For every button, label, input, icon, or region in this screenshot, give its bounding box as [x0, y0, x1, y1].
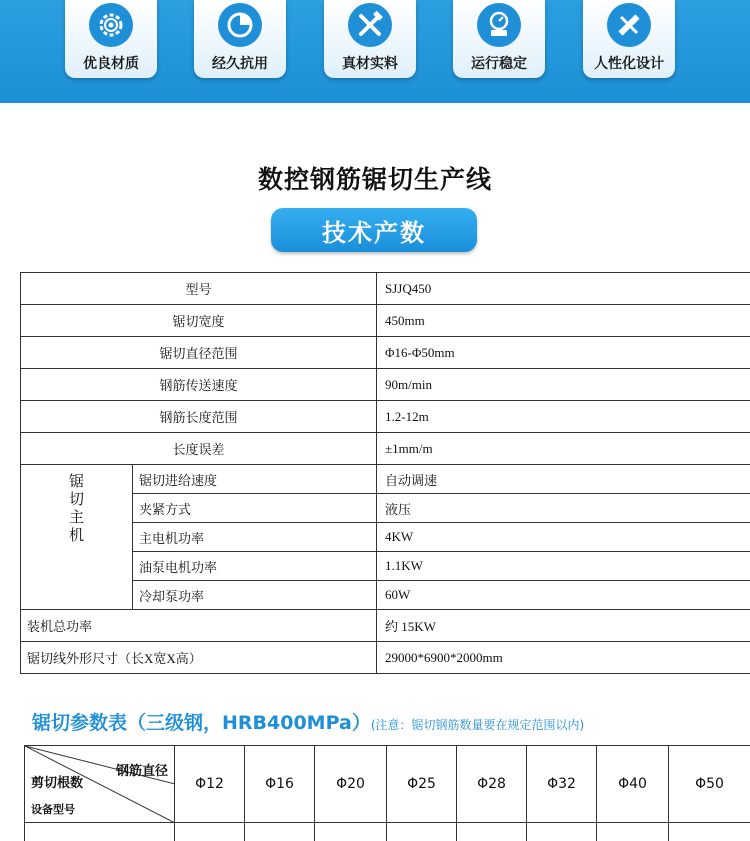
ruler-pencil-icon [607, 3, 651, 47]
feature-label: 真材实料 [342, 56, 398, 72]
table-cell [175, 823, 245, 841]
spec-name: 长度误差 [21, 433, 377, 465]
table-cell [527, 823, 597, 841]
diameter-header: Φ12 [175, 746, 245, 823]
feature-band [0, 0, 750, 103]
spec-value: 90m/min [377, 369, 750, 401]
diameter-header: Φ16 [245, 746, 315, 823]
table-cell [597, 823, 669, 841]
spec-value: 1.2-12m [377, 401, 750, 433]
table-row [21, 465, 750, 494]
diameter-header: Φ50 [669, 746, 750, 823]
spec-value: 自动调速 [377, 465, 750, 494]
feature-label: 运行稳定 [471, 56, 527, 72]
spec-value: 约 15KW [377, 610, 750, 642]
spec-name: 锯切进给速度 [133, 465, 377, 494]
table-cell [315, 823, 387, 841]
spec-name: 冷却泵功率 [133, 581, 377, 610]
table-cell [25, 823, 175, 841]
spec-name: 型号 [21, 273, 377, 305]
diagonal-header-cell [25, 746, 175, 823]
header-model: 设备型号 [31, 803, 75, 816]
table-cell [669, 823, 750, 841]
table-row [25, 823, 750, 841]
truck-speed-icon [477, 3, 521, 47]
page-title: 数控钢筋锯切生产线 [257, 165, 492, 194]
spec-value: 29000*6900*2000mm [377, 642, 750, 674]
spec-name: 锯切宽度 [21, 305, 377, 337]
table-row [21, 369, 750, 401]
table-row [21, 305, 750, 337]
table-row [21, 433, 750, 465]
diameter-header: Φ20 [315, 746, 387, 823]
spec-value: 4KW [377, 523, 750, 552]
feature-card-material [324, 0, 416, 78]
feature-card-stable [453, 0, 545, 78]
spec-table [20, 272, 750, 674]
pie-chart-icon [218, 3, 262, 47]
spec-name: 油泵电机功率 [133, 552, 377, 581]
cut-table [24, 745, 750, 841]
feature-card-quality [65, 0, 157, 78]
spec-value: 60W [377, 581, 750, 610]
spec-name: 主电机功率 [133, 523, 377, 552]
cut-title: 锯切参数表（三级钢，HRB400MPa） [32, 712, 371, 734]
spec-value: Φ16-Φ50mm [377, 337, 750, 369]
feature-label: 优良材质 [83, 56, 139, 72]
spec-value: 液压 [377, 494, 750, 523]
header-diameter: 钢筋直径 [115, 764, 168, 779]
header-count: 剪切根数 [31, 776, 84, 791]
feature-label: 经久抗用 [212, 56, 268, 72]
feature-label: 人性化设计 [594, 56, 664, 72]
cut-note: (注意：锯切钢筋数量要在规定范围以内) [370, 718, 585, 732]
feature-card-durable [194, 0, 286, 78]
spec-name: 钢筋长度范围 [21, 401, 377, 433]
feature-card-design [583, 0, 675, 78]
table-cell [457, 823, 527, 841]
table-row [21, 401, 750, 433]
gear-icon [89, 3, 133, 47]
section-label: 技术产数 [271, 208, 477, 252]
table-row [21, 273, 750, 305]
diameter-header: Φ40 [597, 746, 669, 823]
diameter-header: Φ25 [387, 746, 457, 823]
cut-header-row [25, 746, 750, 823]
spec-value: ±1mm/m [377, 433, 750, 465]
cut-section-title [32, 708, 584, 735]
wrench-hammer-icon [348, 3, 392, 47]
diameter-header: Φ28 [457, 746, 527, 823]
host-group-label: 锯 切 主 机 [21, 465, 133, 610]
spec-value: 1.1KW [377, 552, 750, 581]
spec-name: 锯切直径范围 [21, 337, 377, 369]
table-row [21, 337, 750, 369]
spec-value: 450mm [377, 305, 750, 337]
diameter-header: Φ32 [527, 746, 597, 823]
table-row [21, 642, 750, 674]
spec-name: 装机总功率 [21, 610, 377, 642]
spec-value: SJJQ450 [377, 273, 750, 305]
table-row [21, 610, 750, 642]
table-cell [387, 823, 457, 841]
table-cell [245, 823, 315, 841]
spec-name: 夹紧方式 [133, 494, 377, 523]
spec-name: 锯切线外形尺寸（长X宽X高） [21, 642, 377, 674]
spec-name: 钢筋传送速度 [21, 369, 377, 401]
